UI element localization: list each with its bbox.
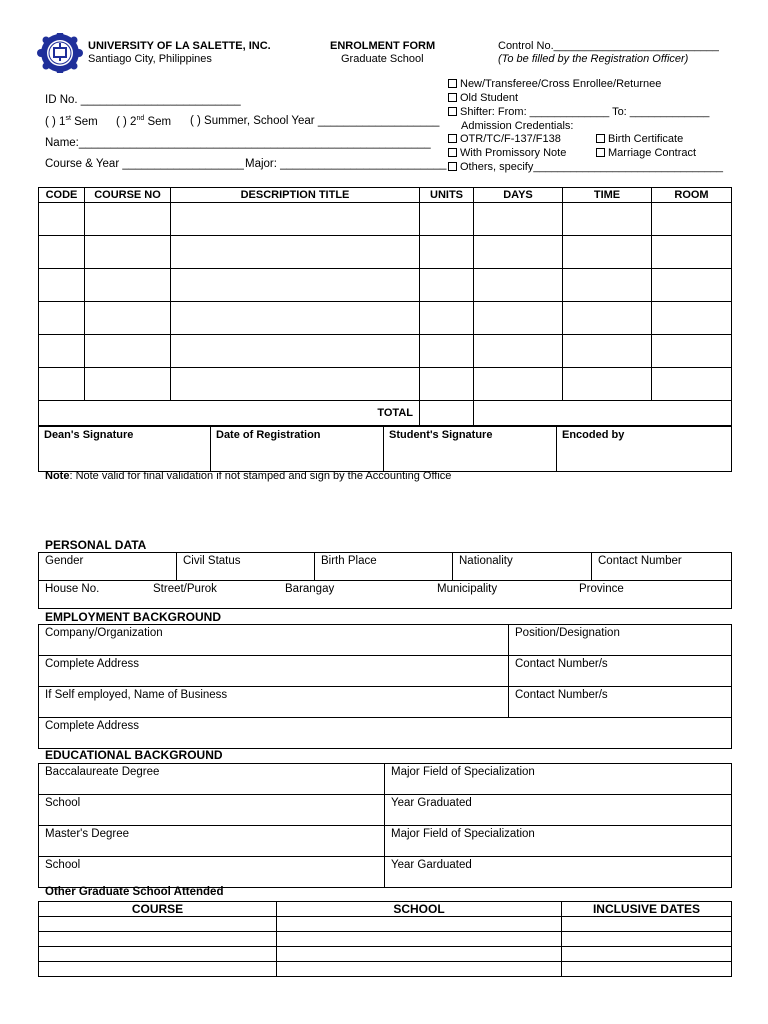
masters-school-cell[interactable]: School: [39, 857, 385, 888]
course-year-field[interactable]: Course & Year ___________________: [45, 158, 244, 170]
business-contact-cell[interactable]: Contact Number/s: [509, 687, 732, 718]
table-row[interactable]: [39, 335, 732, 368]
barangay-label: Barangay: [285, 583, 335, 595]
total-label: TOTAL: [39, 401, 420, 426]
educational-background-title: EDUCATIONAL BACKGROUND: [45, 748, 223, 762]
business-name-cell[interactable]: If Self employed, Name of Business: [39, 687, 509, 718]
address-cell[interactable]: [39, 581, 732, 609]
checkbox-square-icon: [448, 134, 457, 143]
col-time-header: TIME: [563, 188, 652, 203]
total-row: [39, 401, 732, 426]
old-student-checkbox[interactable]: [448, 92, 518, 104]
promissory-note-label: With Promissory Note: [460, 147, 567, 159]
personal-data-table: [38, 552, 732, 609]
other-graduate-school-title: Other Graduate School Attended: [45, 886, 224, 898]
second-sem-label: ( ) 2: [116, 115, 137, 128]
first-sem-suffix: st: [65, 115, 71, 122]
checkbox-square-icon: [596, 134, 605, 143]
note-text: : Note valid for final validation if not stamped and sign by the Accounting Office: [69, 470, 452, 482]
table-row[interactable]: [39, 947, 732, 962]
admission-credentials-label: Admission Credentials:: [461, 120, 574, 132]
contact-number-cell[interactable]: Contact Number: [592, 553, 732, 581]
masters-major-cell[interactable]: Major Field of Specialization: [385, 826, 732, 857]
second-sem-tail: Sem: [144, 115, 172, 128]
company-address-cell[interactable]: Complete Address: [39, 656, 509, 687]
form-title: ENROLMENT FORM: [330, 40, 436, 52]
new-student-label: New/Transferee/Cross Enrollee/Returnee: [460, 78, 662, 90]
civil-status-cell[interactable]: Civil Status: [177, 553, 315, 581]
table-row[interactable]: [39, 269, 732, 302]
col-days-header: DAYS: [474, 188, 563, 203]
university-seal-logo: [36, 33, 84, 73]
nationality-cell[interactable]: Nationality: [453, 553, 592, 581]
other-graduate-school-table: [38, 901, 732, 977]
masters-year-cell[interactable]: Year Garduated: [385, 857, 732, 888]
others-specify-label: Others, specify_______________________________: [460, 161, 724, 173]
registration-officer-note: (To be filled by the Registration Officer): [498, 53, 689, 65]
province-label: Province: [579, 583, 624, 595]
col-units-header: UNITS: [420, 188, 474, 203]
table-row[interactable]: [39, 932, 732, 947]
bacc-major-cell[interactable]: Major Field of Specialization: [385, 764, 732, 795]
bacc-year-cell[interactable]: Year Graduated: [385, 795, 732, 826]
bacc-school-cell[interactable]: School: [39, 795, 385, 826]
schedule-header-row: [39, 188, 732, 203]
marriage-contract-label: Marriage Contract: [608, 147, 697, 159]
second-sem-option[interactable]: [116, 115, 171, 128]
id-no-field[interactable]: ID No. _________________________: [45, 94, 241, 106]
validation-note: [45, 470, 451, 482]
control-no-field[interactable]: Control No.___________________________: [498, 40, 719, 52]
total-units-cell[interactable]: [420, 401, 474, 426]
company-cell[interactable]: Company/Organization: [39, 625, 509, 656]
old-student-label: Old Student: [460, 92, 519, 104]
birth-certificate-label: Birth Certificate: [608, 133, 684, 145]
table-row[interactable]: [39, 368, 732, 401]
marriage-contract-checkbox[interactable]: [596, 147, 696, 159]
col-course-no-header: COURSE NO: [85, 188, 171, 203]
note-label: Note: [45, 470, 70, 482]
date-of-registration-cell[interactable]: Date of Registration: [211, 427, 384, 472]
baccalaureate-cell[interactable]: Baccalaureate Degree: [39, 764, 385, 795]
encoded-by-cell[interactable]: Encoded by: [557, 427, 732, 472]
checkbox-square-icon: [448, 107, 457, 116]
new-student-checkbox[interactable]: [448, 78, 661, 90]
education-table: [38, 763, 732, 888]
house-no-label: House No.: [45, 583, 100, 595]
name-field[interactable]: Name:_______________________________________________________: [45, 137, 431, 149]
major-field[interactable]: Major: __________________________: [245, 158, 447, 170]
first-sem-tail: Sem: [70, 115, 98, 128]
personal-data-title: PERSONAL DATA: [45, 538, 147, 552]
university-location: Santiago City, Philippines: [88, 53, 212, 65]
others-specify-checkbox[interactable]: [448, 161, 723, 173]
municipality-label: Municipality: [437, 583, 498, 595]
promissory-note-checkbox[interactable]: [448, 147, 566, 159]
gender-cell[interactable]: Gender: [39, 553, 177, 581]
business-address-cell[interactable]: Complete Address: [39, 718, 732, 749]
form-subtitle: Graduate School: [341, 53, 424, 65]
table-row[interactable]: [39, 962, 732, 977]
shifter-checkbox[interactable]: [448, 106, 709, 118]
birth-place-cell[interactable]: Birth Place: [315, 553, 453, 581]
checkbox-square-icon: [448, 148, 457, 157]
col-school-header: SCHOOL: [277, 902, 562, 917]
col-description-header: DESCRIPTION TITLE: [171, 188, 420, 203]
course-schedule-table: [38, 187, 732, 426]
table-row[interactable]: [39, 302, 732, 335]
street-purok-label: Street/Purok: [153, 583, 217, 595]
table-row[interactable]: [39, 236, 732, 269]
table-row[interactable]: [39, 917, 732, 932]
checkbox-square-icon: [448, 93, 457, 102]
masters-cell[interactable]: Master's Degree: [39, 826, 385, 857]
table-row[interactable]: [39, 203, 732, 236]
shifter-label: Shifter: From: _____________ To: _____________: [460, 106, 710, 118]
col-room-header: ROOM: [652, 188, 732, 203]
otr-label: OTR/TC/F-137/F138: [460, 133, 561, 145]
birth-certificate-checkbox[interactable]: [596, 133, 683, 145]
company-contact-cell[interactable]: Contact Number/s: [509, 656, 732, 687]
checkbox-square-icon: [448, 79, 457, 88]
employment-table: [38, 624, 732, 749]
deans-signature-cell[interactable]: Dean's Signature: [39, 427, 211, 472]
summer-school-year-field[interactable]: ( ) Summer, School Year ___________________: [190, 115, 440, 127]
first-sem-label: ( ) 1: [45, 115, 66, 128]
col-inclusive-dates-header: INCLUSIVE DATES: [562, 902, 732, 917]
university-name: UNIVERSITY OF LA SALETTE, INC.: [88, 40, 271, 52]
second-sem-suffix: nd: [136, 115, 145, 122]
first-sem-option[interactable]: [45, 115, 98, 128]
employment-background-title: EMPLOYMENT BACKGROUND: [45, 610, 221, 624]
checkbox-square-icon: [448, 162, 457, 171]
signature-table: [38, 426, 732, 472]
position-cell[interactable]: Position/Designation: [509, 625, 732, 656]
col-code-header: CODE: [39, 188, 85, 203]
otr-checkbox[interactable]: [448, 133, 561, 145]
checkbox-square-icon: [596, 148, 605, 157]
students-signature-cell[interactable]: Student's Signature: [384, 427, 557, 472]
col-course-header: COURSE: [39, 902, 277, 917]
